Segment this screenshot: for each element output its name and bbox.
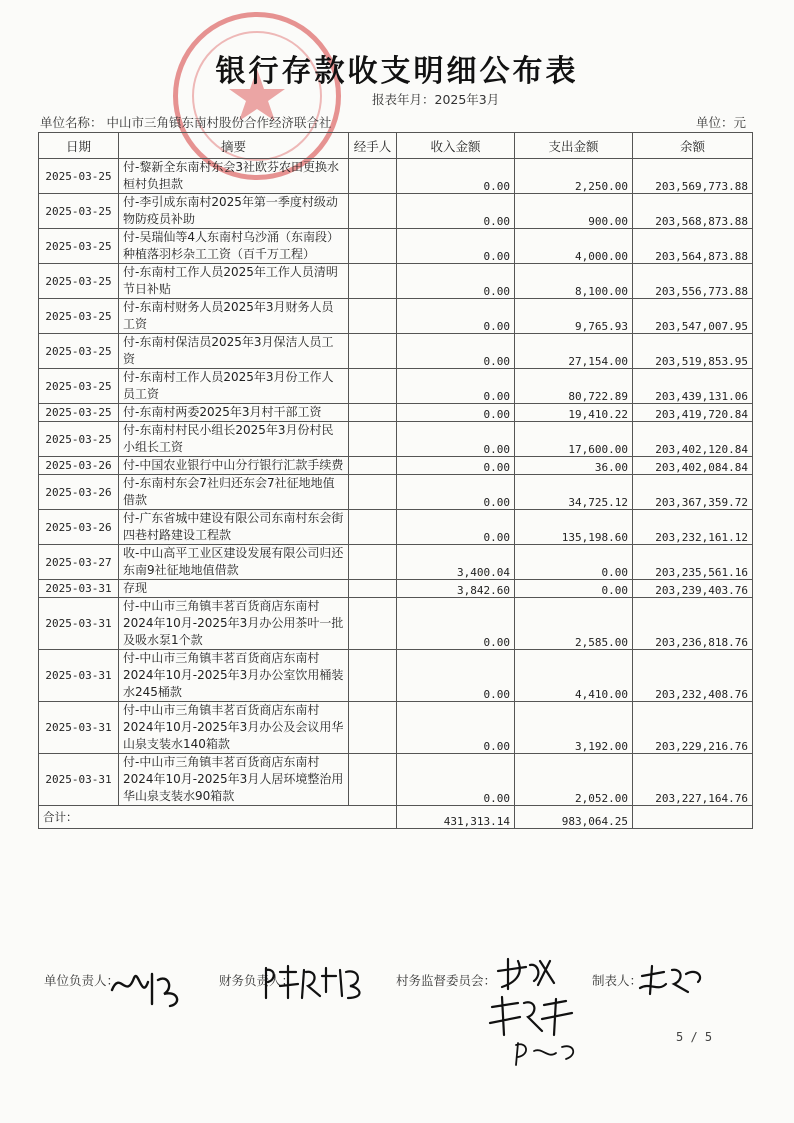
row-summary: 付-东南村两委2025年3月村干部工资 (119, 404, 349, 422)
row-handler (349, 457, 397, 475)
col-income: 收入金额 (397, 133, 515, 159)
row-income: 0.00 (397, 264, 515, 299)
table-header-row (39, 133, 753, 159)
row-balance: 203,564,873.88 (633, 229, 753, 264)
row-handler (349, 422, 397, 457)
row-summary: 付-广东省城中建设有限公司东南村东会街四巷村路建设工程款 (119, 510, 349, 545)
table-row (39, 369, 753, 404)
row-handler (349, 702, 397, 754)
col-expense: 支出金额 (515, 133, 633, 159)
row-income: 0.00 (397, 159, 515, 194)
row-summary: 付-中山市三角镇丰茗百货商店东南村2024年10月-2025年3月办公室饮用桶装水245桶款 (119, 650, 349, 702)
unit-name-line (40, 113, 332, 131)
row-summary: 付-东南村财务人员2025年3月财务人员工资 (119, 299, 349, 334)
finance-head-signature (262, 962, 370, 1002)
row-date: 2025-03-25 (39, 229, 119, 264)
row-income: 0.00 (397, 334, 515, 369)
row-date: 2025-03-25 (39, 404, 119, 422)
row-handler (349, 598, 397, 650)
table-row (39, 159, 753, 194)
table-row (39, 580, 753, 598)
row-summary: 付-东南村工作人员2025年工作人员清明节日补贴 (119, 264, 349, 299)
row-date: 2025-03-26 (39, 475, 119, 510)
preparer-signature (636, 962, 708, 998)
total-income: 431,313.14 (397, 806, 515, 829)
row-summary: 付-吴瑞仙等4人东南村乌沙涌（东南段）种植落羽杉杂工工资（百千万工程） (119, 229, 349, 264)
row-date: 2025-03-25 (39, 334, 119, 369)
row-income: 0.00 (397, 598, 515, 650)
row-handler (349, 404, 397, 422)
page-number: 5 / 5 (676, 1030, 713, 1044)
row-expense: 2,052.00 (515, 754, 633, 806)
row-date: 2025-03-31 (39, 702, 119, 754)
row-handler (349, 229, 397, 264)
row-income: 0.00 (397, 475, 515, 510)
row-summary: 付-中山市三角镇丰茗百货商店东南村2024年10月-2025年3月办公及会议用华山泉支装水140箱款 (119, 702, 349, 754)
row-expense: 2,585.00 (515, 598, 633, 650)
row-handler (349, 159, 397, 194)
ledger-table (38, 132, 753, 829)
row-expense: 80,722.89 (515, 369, 633, 404)
row-handler (349, 299, 397, 334)
row-summary: 付-李引成东南村2025年第一季度村级动物防疫员补助 (119, 194, 349, 229)
table-row (39, 702, 753, 754)
table-row (39, 475, 753, 510)
finance-head-label: 财务负责人： (219, 973, 295, 988)
row-income: 0.00 (397, 404, 515, 422)
row-balance: 203,232,408.76 (633, 650, 753, 702)
row-expense: 34,725.12 (515, 475, 633, 510)
row-date: 2025-03-25 (39, 369, 119, 404)
row-handler (349, 510, 397, 545)
row-summary: 付-东南村保洁员2025年3月保洁人员工资 (119, 334, 349, 369)
row-income: 0.00 (397, 299, 515, 334)
row-handler (349, 754, 397, 806)
table-row (39, 299, 753, 334)
row-handler (349, 650, 397, 702)
table-row (39, 264, 753, 299)
row-handler (349, 194, 397, 229)
row-date: 2025-03-31 (39, 598, 119, 650)
row-income: 0.00 (397, 754, 515, 806)
row-expense: 36.00 (515, 457, 633, 475)
row-balance: 203,227,164.76 (633, 754, 753, 806)
row-summary: 付-东南村村民小组长2025年3月份村民小组长工资 (119, 422, 349, 457)
unit-name-value: 中山市三角镇东南村股份合作经济联合社 (106, 115, 332, 130)
row-expense: 9,765.93 (515, 299, 633, 334)
row-handler (349, 334, 397, 369)
supervision-label: 村务监督委员会： (396, 973, 497, 988)
row-income: 0.00 (397, 422, 515, 457)
row-summary: 付-中山市三角镇丰茗百货商店东南村2024年10月-2025年3月办公用茶叶一批及吸水泵1个款 (119, 598, 349, 650)
row-date: 2025-03-26 (39, 510, 119, 545)
row-income: 3,842.60 (397, 580, 515, 598)
row-balance: 203,236,818.76 (633, 598, 753, 650)
table-row (39, 457, 753, 475)
row-expense: 135,198.60 (515, 510, 633, 545)
currency-unit: 单位：元 (695, 115, 746, 130)
table-row (39, 194, 753, 229)
table-row (39, 650, 753, 702)
row-expense: 8,100.00 (515, 264, 633, 299)
total-balance (633, 806, 753, 829)
row-income: 0.00 (397, 369, 515, 404)
row-date: 2025-03-25 (39, 194, 119, 229)
row-handler (349, 475, 397, 510)
row-balance: 203,402,120.84 (633, 422, 753, 457)
row-balance: 203,239,403.76 (633, 580, 753, 598)
total-expense: 983,064.25 (515, 806, 633, 829)
row-expense: 4,410.00 (515, 650, 633, 702)
ledger-body (39, 159, 753, 806)
page-title: 银行存款收支明细公布表 (215, 54, 579, 89)
row-expense: 2,250.00 (515, 159, 633, 194)
row-balance: 203,547,007.95 (633, 299, 753, 334)
row-summary: 收-中山高平工业区建设发展有限公司归还东南9社征地地值借款 (119, 545, 349, 580)
row-expense: 0.00 (515, 580, 633, 598)
row-date: 2025-03-31 (39, 580, 119, 598)
row-balance: 203,235,561.16 (633, 545, 753, 580)
row-date: 2025-03-26 (39, 457, 119, 475)
row-handler (349, 369, 397, 404)
table-row (39, 545, 753, 580)
row-summary: 付-中国农业银行中山分行银行汇款手续费 (119, 457, 349, 475)
row-expense: 17,600.00 (515, 422, 633, 457)
row-balance: 203,519,853.95 (633, 334, 753, 369)
row-summary: 付-东南村工作人员2025年3月份工作人员工资 (119, 369, 349, 404)
row-expense: 4,000.00 (515, 229, 633, 264)
table-row (39, 598, 753, 650)
table-row (39, 754, 753, 806)
row-summary: 付-东南村东会7社归还东会7社征地地值借款 (119, 475, 349, 510)
row-balance: 203,232,161.12 (633, 510, 753, 545)
row-income: 0.00 (397, 457, 515, 475)
row-income: 0.00 (397, 510, 515, 545)
row-summary: 存现 (119, 580, 349, 598)
row-date: 2025-03-27 (39, 545, 119, 580)
total-row (39, 806, 753, 829)
row-date: 2025-03-25 (39, 422, 119, 457)
row-handler (349, 264, 397, 299)
row-date: 2025-03-31 (39, 754, 119, 806)
row-expense: 3,192.00 (515, 702, 633, 754)
unit-head-label: 单位负责人： (44, 973, 120, 988)
row-expense: 900.00 (515, 194, 633, 229)
row-date: 2025-03-25 (39, 159, 119, 194)
table-row (39, 229, 753, 264)
row-income: 3,400.04 (397, 545, 515, 580)
row-date: 2025-03-31 (39, 650, 119, 702)
row-handler (349, 545, 397, 580)
col-summary: 摘要 (119, 133, 349, 159)
total-label: 合计： (39, 806, 397, 829)
unit-name-label: 单位名称： (40, 115, 103, 130)
col-handler: 经手人 (349, 133, 397, 159)
row-balance: 203,419,720.84 (633, 404, 753, 422)
col-date: 日期 (39, 133, 119, 159)
row-expense: 27,154.00 (515, 334, 633, 369)
supervision-signatures (478, 955, 598, 1070)
table-row (39, 510, 753, 545)
row-balance: 203,229,216.76 (633, 702, 753, 754)
unit-head-signature (108, 960, 188, 1008)
table-row (39, 422, 753, 457)
row-date: 2025-03-25 (39, 264, 119, 299)
row-income: 0.00 (397, 194, 515, 229)
row-balance: 203,367,359.72 (633, 475, 753, 510)
row-income: 0.00 (397, 702, 515, 754)
table-row (39, 334, 753, 369)
col-balance: 余额 (633, 133, 753, 159)
row-balance: 203,556,773.88 (633, 264, 753, 299)
row-balance: 203,569,773.88 (633, 159, 753, 194)
row-income: 0.00 (397, 650, 515, 702)
row-expense: 0.00 (515, 545, 633, 580)
row-summary: 付-黎新全东南村东会3社欧芬农田更换水桓村负担款 (119, 159, 349, 194)
table-row (39, 404, 753, 422)
row-balance: 203,568,873.88 (633, 194, 753, 229)
row-income: 0.00 (397, 229, 515, 264)
row-expense: 19,410.22 (515, 404, 633, 422)
row-handler (349, 580, 397, 598)
row-balance: 203,439,131.06 (633, 369, 753, 404)
report-period: 报表年月：2025年3月 (372, 92, 500, 107)
row-balance: 203,402,084.84 (633, 457, 753, 475)
preparer-label: 制表人： (592, 973, 643, 988)
row-summary: 付-中山市三角镇丰茗百货商店东南村2024年10月-2025年3月人居环境整治用华山泉支装水90箱款 (119, 754, 349, 806)
row-date: 2025-03-25 (39, 299, 119, 334)
